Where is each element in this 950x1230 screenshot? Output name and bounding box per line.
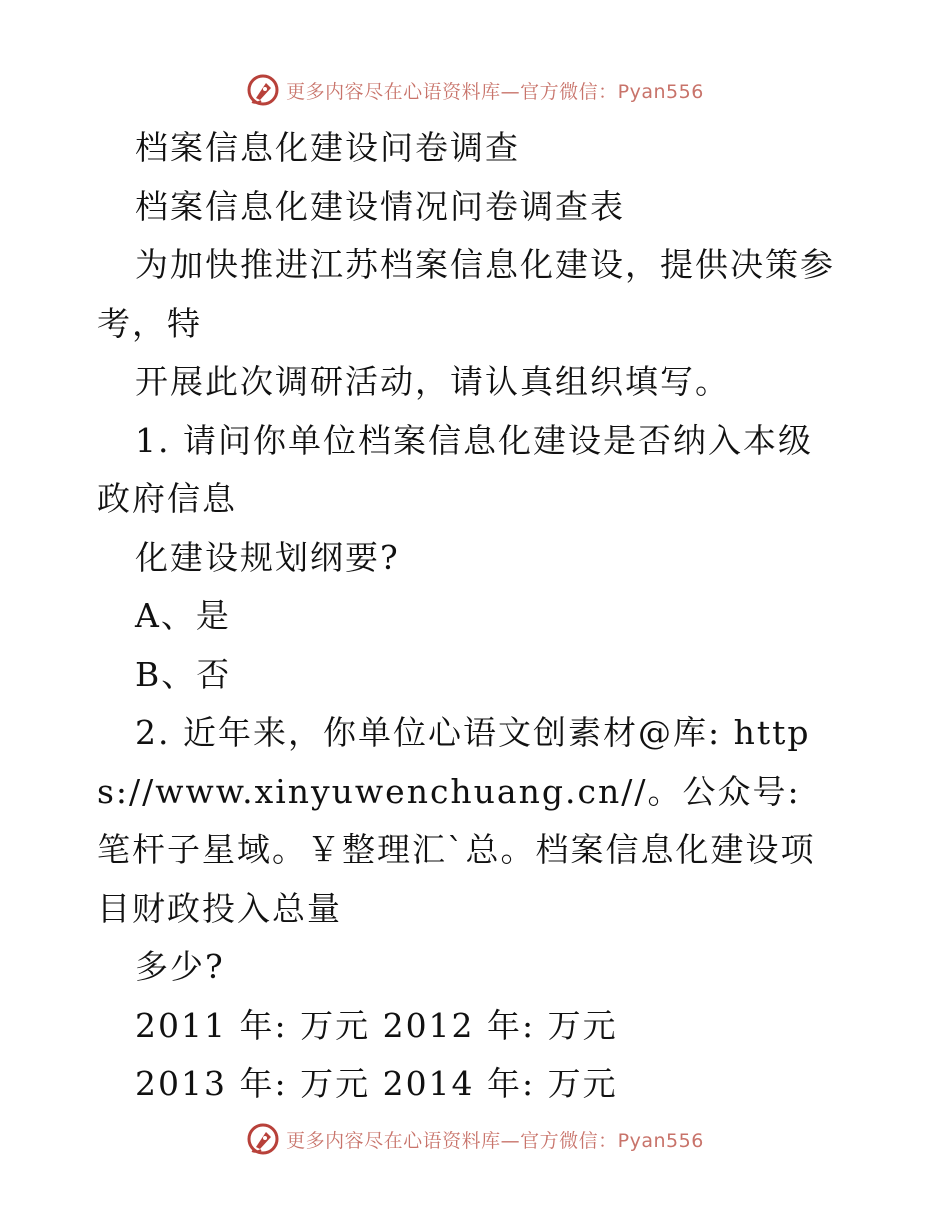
document-title: 档案信息化建设问卷调查 [135, 128, 520, 167]
document-body [97, 119, 837, 1114]
intro-paragraph: 为加快推进江苏档案信息化建设，提供决策参考，特 [97, 245, 835, 343]
investment-years-row-1: 2011 年: 万元 2012 年: 万元 [135, 1005, 618, 1045]
header-watermark-banner [0, 70, 950, 110]
header-watermark-text: 更多内容尽在心语资料库—官方微信：Pyan556 [286, 80, 704, 103]
question-2: 2. 近年来，你单位心语文创素材@库: https://www.xinyuwenchuang.cn//。公众号: 笔杆子星域。￥整理汇`总。档案信息化建设项目财政投入总量 [97, 713, 816, 928]
question-1-option-b: B、否 [135, 654, 232, 694]
question-1: 1. 请问你单位档案信息化建设是否纳入本级政府信息 [97, 420, 813, 518]
question-1-continued: 化建设规划纲要? [135, 537, 400, 577]
document-subtitle: 档案信息化建设情况问卷调查表 [135, 186, 625, 226]
intro-paragraph-continued: 开展此次调研活动，请认真组织填写。 [135, 362, 730, 401]
pen-nib-circle-icon [246, 1122, 280, 1156]
question-1-option-a: A、是 [135, 596, 231, 635]
header-watermark-group [246, 73, 704, 107]
pen-nib-circle-icon [246, 73, 280, 107]
investment-years-row-2: 2013 年: 万元 2014 年: 万元 [135, 1064, 618, 1103]
footer-watermark-group [246, 1122, 704, 1156]
footer-watermark-banner [0, 1119, 950, 1159]
footer-watermark-text: 更多内容尽在心语资料库—官方微信：Pyan556 [286, 1129, 704, 1152]
question-2-continued: 多少? [135, 947, 225, 986]
